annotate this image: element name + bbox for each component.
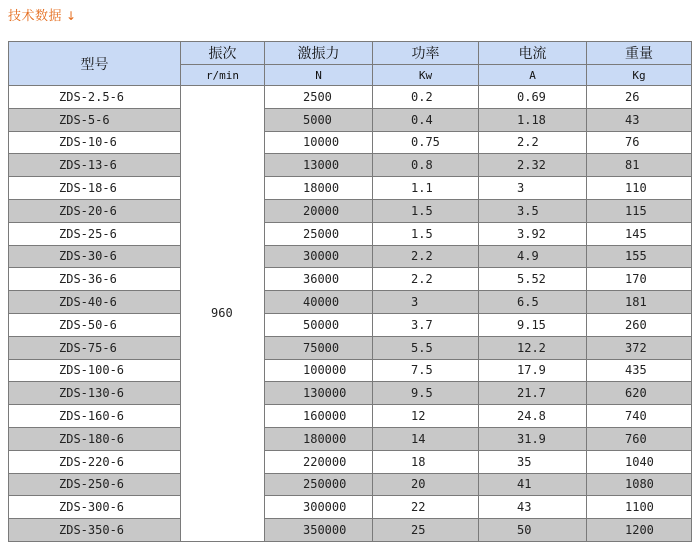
cell-model: ZDS-10-6 xyxy=(9,131,181,154)
cell-current: 24.8 xyxy=(479,405,587,428)
cell-model: ZDS-25-6 xyxy=(9,222,181,245)
cell-model: ZDS-180-6 xyxy=(9,427,181,450)
cell-current: 43 xyxy=(479,496,587,519)
cell-power: 1.5 xyxy=(373,199,479,222)
cell-force: 350000 xyxy=(265,519,373,542)
cell-current: 6.5 xyxy=(479,291,587,314)
table-row xyxy=(9,199,692,222)
table-row xyxy=(9,108,692,131)
cell-force: 220000 xyxy=(265,450,373,473)
cell-power: 0.8 xyxy=(373,154,479,177)
cell-power: 12 xyxy=(373,405,479,428)
cell-current: 3.92 xyxy=(479,222,587,245)
cell-weight: 740 xyxy=(587,405,692,428)
cell-weight: 145 xyxy=(587,222,692,245)
cell-model: ZDS-130-6 xyxy=(9,382,181,405)
cell-current: 3 xyxy=(479,177,587,200)
cell-current: 0.69 xyxy=(479,86,587,109)
header-frequency: 振次 xyxy=(181,42,265,65)
spec-table-header xyxy=(9,42,692,86)
cell-power: 18 xyxy=(373,450,479,473)
cell-power: 5.5 xyxy=(373,336,479,359)
cell-power: 1.1 xyxy=(373,177,479,200)
cell-weight: 372 xyxy=(587,336,692,359)
cell-current: 2.32 xyxy=(479,154,587,177)
table-row xyxy=(9,473,692,496)
table-row xyxy=(9,336,692,359)
section-title: 技术数据 xyxy=(8,9,63,24)
cell-force: 100000 xyxy=(265,359,373,382)
cell-force: 25000 xyxy=(265,222,373,245)
table-row xyxy=(9,405,692,428)
table-row xyxy=(9,86,692,109)
cell-power: 0.4 xyxy=(373,108,479,131)
table-row xyxy=(9,154,692,177)
cell-current: 12.2 xyxy=(479,336,587,359)
cell-current: 31.9 xyxy=(479,427,587,450)
cell-frequency: 960 xyxy=(181,86,265,542)
header-power: 功率 xyxy=(373,42,479,65)
cell-force: 2500 xyxy=(265,86,373,109)
cell-current: 21.7 xyxy=(479,382,587,405)
cell-weight: 181 xyxy=(587,291,692,314)
cell-power: 2.2 xyxy=(373,268,479,291)
cell-force: 130000 xyxy=(265,382,373,405)
cell-weight: 170 xyxy=(587,268,692,291)
cell-current: 4.9 xyxy=(479,245,587,268)
cell-current: 5.52 xyxy=(479,268,587,291)
header-model: 型号 xyxy=(9,42,181,86)
header-force: 激振力 xyxy=(265,42,373,65)
cell-force: 250000 xyxy=(265,473,373,496)
cell-force: 5000 xyxy=(265,108,373,131)
cell-current: 41 xyxy=(479,473,587,496)
spec-table-body xyxy=(9,86,692,542)
cell-weight: 760 xyxy=(587,427,692,450)
cell-force: 30000 xyxy=(265,245,373,268)
table-row xyxy=(9,222,692,245)
cell-model: ZDS-36-6 xyxy=(9,268,181,291)
cell-model: ZDS-2.5-6 xyxy=(9,86,181,109)
cell-power: 14 xyxy=(373,427,479,450)
spec-table xyxy=(8,41,692,542)
cell-current: 2.2 xyxy=(479,131,587,154)
cell-weight: 260 xyxy=(587,313,692,336)
cell-model: ZDS-5-6 xyxy=(9,108,181,131)
unit-frequency: r/min xyxy=(181,65,265,86)
unit-weight: Kg xyxy=(587,65,692,86)
cell-force: 13000 xyxy=(265,154,373,177)
header-weight: 重量 xyxy=(587,42,692,65)
cell-force: 180000 xyxy=(265,427,373,450)
cell-current: 1.18 xyxy=(479,108,587,131)
unit-current: A xyxy=(479,65,587,86)
cell-force: 300000 xyxy=(265,496,373,519)
cell-force: 50000 xyxy=(265,313,373,336)
table-row xyxy=(9,450,692,473)
cell-model: ZDS-160-6 xyxy=(9,405,181,428)
cell-force: 10000 xyxy=(265,131,373,154)
cell-power: 2.2 xyxy=(373,245,479,268)
cell-power: 3.7 xyxy=(373,313,479,336)
cell-model: ZDS-40-6 xyxy=(9,291,181,314)
cell-weight: 1040 xyxy=(587,450,692,473)
cell-power: 9.5 xyxy=(373,382,479,405)
cell-weight: 620 xyxy=(587,382,692,405)
cell-model: ZDS-220-6 xyxy=(9,450,181,473)
cell-model: ZDS-250-6 xyxy=(9,473,181,496)
cell-current: 3.5 xyxy=(479,199,587,222)
cell-model: ZDS-30-6 xyxy=(9,245,181,268)
table-row xyxy=(9,427,692,450)
cell-model: ZDS-20-6 xyxy=(9,199,181,222)
unit-force: N xyxy=(265,65,373,86)
cell-weight: 435 xyxy=(587,359,692,382)
cell-weight: 155 xyxy=(587,245,692,268)
cell-model: ZDS-350-6 xyxy=(9,519,181,542)
cell-force: 36000 xyxy=(265,268,373,291)
cell-weight: 1100 xyxy=(587,496,692,519)
section-heading xyxy=(8,5,77,24)
cell-weight: 115 xyxy=(587,199,692,222)
cell-force: 20000 xyxy=(265,199,373,222)
cell-model: ZDS-18-6 xyxy=(9,177,181,200)
cell-weight: 1200 xyxy=(587,519,692,542)
cell-weight: 1080 xyxy=(587,473,692,496)
table-row xyxy=(9,177,692,200)
cell-model: ZDS-75-6 xyxy=(9,336,181,359)
header-current: 电流 xyxy=(479,42,587,65)
cell-force: 75000 xyxy=(265,336,373,359)
cell-power: 7.5 xyxy=(373,359,479,382)
cell-power: 3 xyxy=(373,291,479,314)
cell-current: 50 xyxy=(479,519,587,542)
cell-model: ZDS-50-6 xyxy=(9,313,181,336)
cell-weight: 76 xyxy=(587,131,692,154)
cell-power: 1.5 xyxy=(373,222,479,245)
cell-current: 9.15 xyxy=(479,313,587,336)
cell-weight: 110 xyxy=(587,177,692,200)
cell-power: 0.2 xyxy=(373,86,479,109)
cell-force: 160000 xyxy=(265,405,373,428)
table-row xyxy=(9,313,692,336)
down-arrow-icon: ↓ xyxy=(66,9,77,23)
table-row xyxy=(9,359,692,382)
cell-force: 18000 xyxy=(265,177,373,200)
table-row xyxy=(9,496,692,519)
table-row xyxy=(9,291,692,314)
cell-force: 40000 xyxy=(265,291,373,314)
cell-weight: 26 xyxy=(587,86,692,109)
unit-power: Kw xyxy=(373,65,479,86)
cell-current: 35 xyxy=(479,450,587,473)
table-row xyxy=(9,131,692,154)
cell-power: 0.75 xyxy=(373,131,479,154)
cell-model: ZDS-300-6 xyxy=(9,496,181,519)
cell-model: ZDS-100-6 xyxy=(9,359,181,382)
table-row xyxy=(9,382,692,405)
cell-model: ZDS-13-6 xyxy=(9,154,181,177)
table-row xyxy=(9,519,692,542)
cell-weight: 43 xyxy=(587,108,692,131)
cell-weight: 81 xyxy=(587,154,692,177)
cell-power: 20 xyxy=(373,473,479,496)
cell-current: 17.9 xyxy=(479,359,587,382)
cell-power: 22 xyxy=(373,496,479,519)
table-row xyxy=(9,245,692,268)
table-row xyxy=(9,268,692,291)
cell-power: 25 xyxy=(373,519,479,542)
